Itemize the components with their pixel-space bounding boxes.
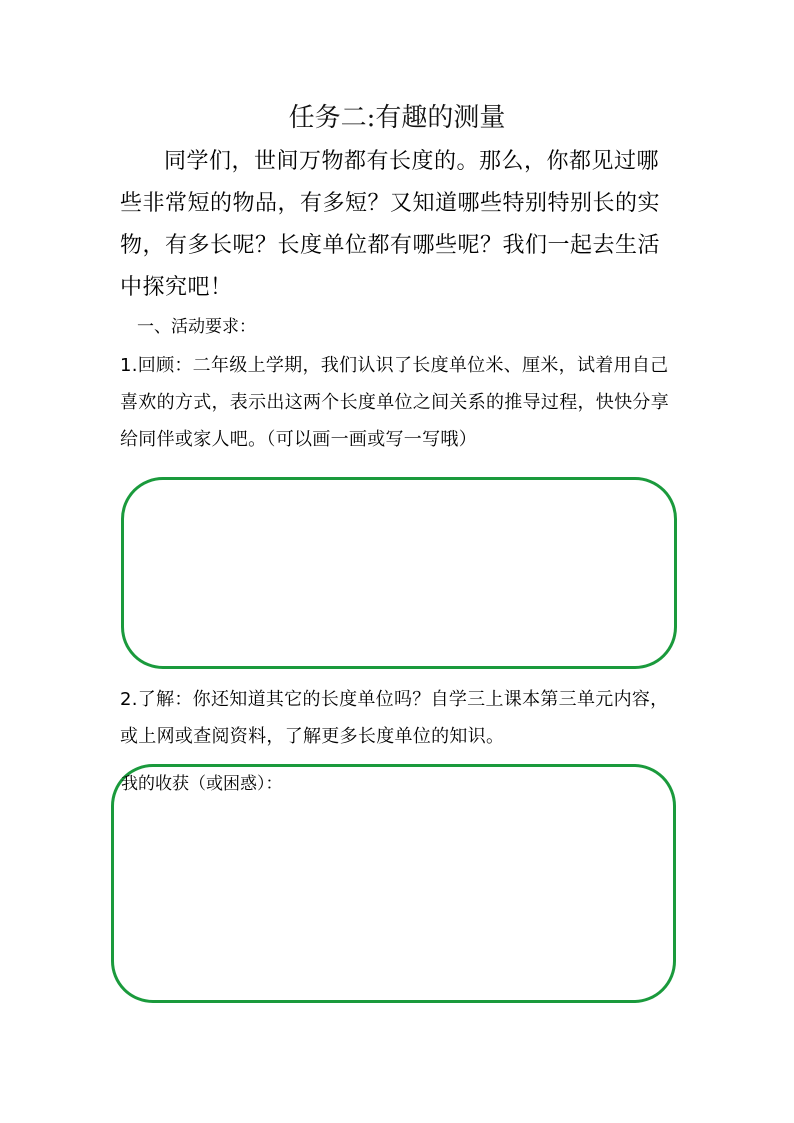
page-title: 任务二:有趣的测量 bbox=[288, 103, 506, 133]
section-heading: 一、活动要求： bbox=[137, 317, 256, 337]
task-1-text: 1.回顾：二年级上学期，我们认识了长度单位米、厘米，试着用自己喜欢的方式，表示出这两个长度单位之间关系的推导过程，快快分享给同伴或家人吧。（可以画一画或写一写哦） bbox=[120, 355, 669, 450]
answer-box-2[interactable] bbox=[111, 764, 676, 1003]
intro-paragraph: 同学们，世间万物都有长度的。那么，你都见过哪些非常短的物品，有多短？又知道哪些特别特别长的实物，有多长呢？长度单位都有哪些呢？我们一起去生活中探究吧！ bbox=[120, 149, 661, 300]
harvest-label: 我的收获（或困惑）： bbox=[121, 774, 283, 794]
answer-box-1[interactable] bbox=[121, 477, 677, 669]
task-2-text: 2.了解：你还知道其它的长度单位吗？自学三上课本第三单元内容，或上网或查阅资料，了解更多长度单位的知识。 bbox=[120, 689, 669, 747]
